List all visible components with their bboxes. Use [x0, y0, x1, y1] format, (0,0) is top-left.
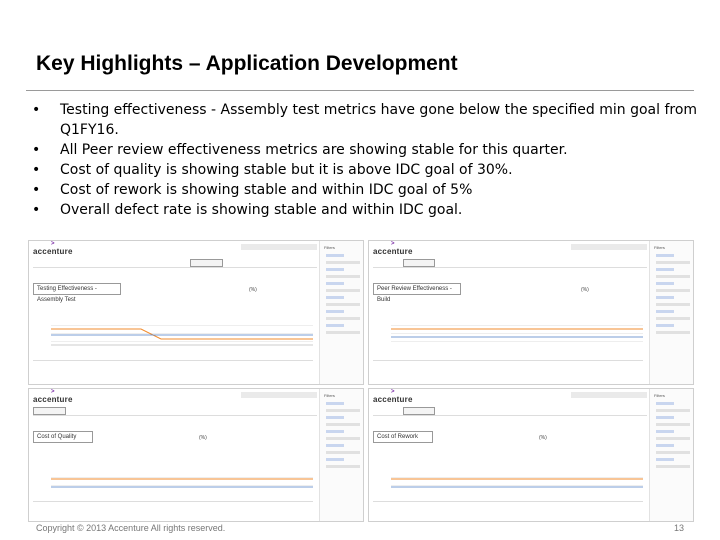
filter-sidebar: Filters: [319, 389, 363, 521]
dashboard-screenshot-peer-review: [368, 240, 694, 385]
chart-legend: [69, 465, 303, 469]
highlight-item: • Cost of quality is showing stable but it is above IDC goal of 30%.: [30, 160, 700, 180]
filter-sidebar: Filters: [319, 241, 363, 384]
copyright-footer: Copyright © 2013 Accenture All rights reserved.: [36, 523, 226, 533]
accenture-logo: accenture >: [33, 247, 73, 256]
report-header-bar: [241, 244, 317, 250]
tab-strip: [33, 407, 317, 416]
report-header-bar: [571, 392, 647, 398]
page-number: 13: [674, 523, 685, 533]
dashboard-screenshot-testing-effectiveness: [28, 240, 364, 385]
line-series: [51, 473, 313, 503]
line-series: [391, 321, 643, 357]
unit-label: (%): [199, 435, 207, 441]
accenture-logo: accenture >: [373, 395, 413, 404]
filter-sidebar: Filters: [649, 241, 693, 384]
filter-sidebar: Filters: [649, 389, 693, 521]
accenture-logo: accenture >: [373, 247, 413, 256]
highlight-item: • Overall defect rate is showing stable and within IDC goal.: [30, 200, 700, 220]
line-series: [51, 321, 313, 357]
report-header-bar: [241, 392, 317, 398]
tab-strip: [373, 259, 647, 268]
data-table: [373, 501, 643, 517]
dashboard-screenshot-cost-of-quality: [28, 388, 364, 522]
unit-label: (%): [581, 287, 589, 293]
highlight-item: • Cost of rework is showing stable and within IDC goal of 5%: [30, 180, 700, 200]
chart-title: Cost of Rework: [373, 431, 433, 443]
highlight-item: • All Peer review effectiveness metrics are showing stable for this quarter.: [30, 140, 700, 160]
chart-legend: [69, 313, 303, 317]
data-table: [33, 360, 313, 380]
chart-title: Peer Review Effectiveness - Build: [373, 283, 461, 295]
dashboard-screenshot-cost-of-rework: [368, 388, 694, 522]
report-header-bar: [571, 244, 647, 250]
data-table: [33, 501, 313, 517]
title-divider: [26, 90, 694, 91]
tab-strip: [33, 259, 317, 268]
chart-legend: [409, 465, 633, 469]
unit-label: (%): [249, 287, 257, 293]
unit-label: (%): [539, 435, 547, 441]
chart-legend: [409, 313, 633, 317]
line-series: [391, 473, 643, 503]
data-table: [373, 360, 643, 380]
highlights-list: [30, 100, 700, 220]
accenture-logo: accenture >: [33, 395, 73, 404]
chart-title: Testing Effectiveness - Assembly Test: [33, 283, 121, 295]
slide-title: Key Highlights – Application Development: [36, 52, 458, 75]
highlight-item: • Testing effectiveness - Assembly test metrics have gone below the specified min goal from Q1FY16.: [30, 100, 700, 140]
chart-title: Cost of Quality: [33, 431, 93, 443]
tab-strip: [373, 407, 647, 416]
